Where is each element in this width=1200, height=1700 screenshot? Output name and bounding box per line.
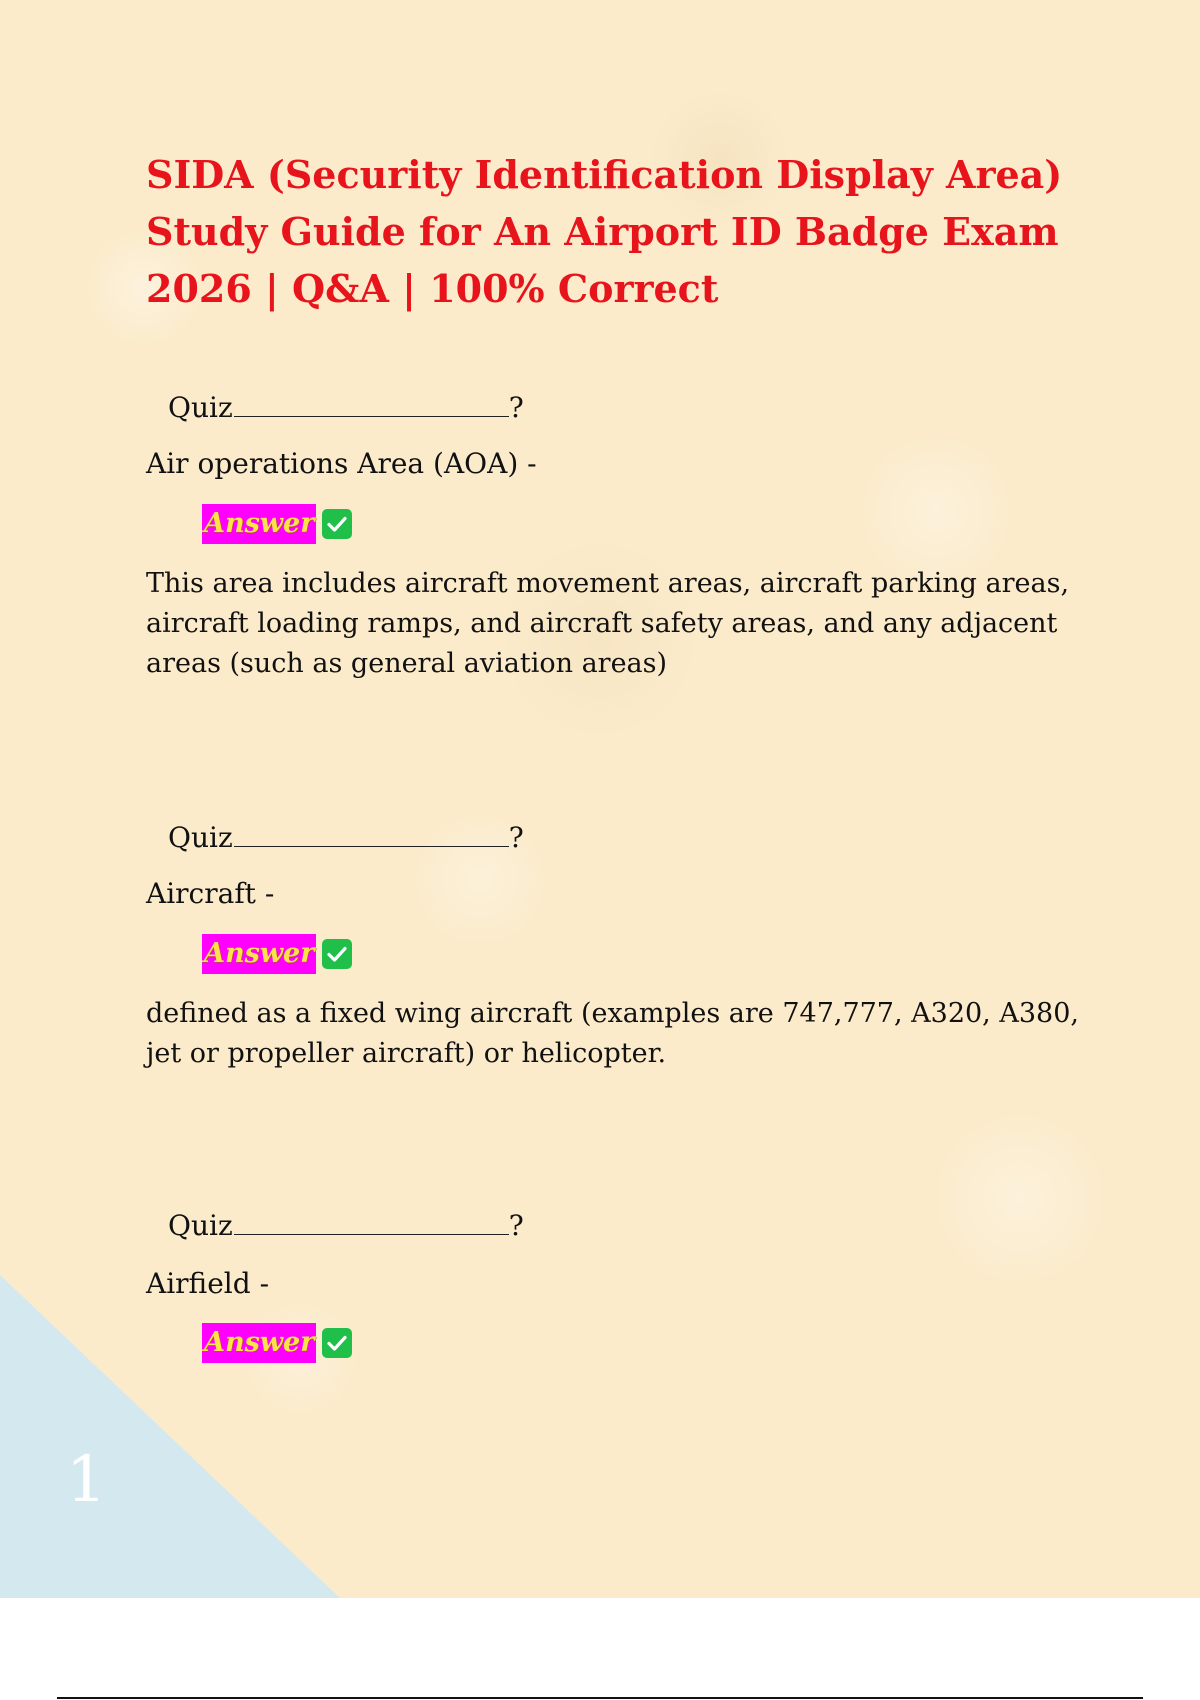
term: Air operations Area (AOA) - [146,447,537,480]
term: Airfield - [146,1267,270,1300]
quiz-label: Quiz [168,821,233,854]
answer-marker [202,1323,352,1363]
definition: This area includes aircraft movement areas, aircraft parking areas, aircraft loading ramps, and aircraft safety areas, and any adjacent areas (such as general aviation areas) [146,568,1070,679]
answer-badge: Answer [202,934,316,974]
quiz-blank [234,1210,509,1235]
check-mark-icon [322,509,352,539]
quiz-label: Quiz [168,391,233,424]
footer-rule [57,1697,1143,1699]
answer-marker [202,504,352,544]
quiz-label: Quiz [168,1209,233,1242]
term: Aircraft - [146,877,275,910]
answer-badge: Answer [202,1323,316,1363]
quiz-blank [234,822,509,847]
page-number: 1 [66,1443,107,1517]
answer-marker [202,934,352,974]
quiz-question-mark: ? [508,391,524,424]
quiz-prompt [168,821,524,855]
definition: defined as a fixed wing aircraft (examples are 747,777, A320, A380, jet or propeller aircraft) or helicopter. [146,998,1079,1069]
quiz-question-mark: ? [508,1209,524,1242]
quiz-prompt [168,1209,524,1243]
quiz-prompt [168,391,524,425]
check-mark-icon [322,1328,352,1358]
quiz-blank [234,392,509,417]
answer-badge: Answer [202,504,316,544]
document-title: SIDA (Security Identification Display Area) Study Guide for An Airport ID Badge Exam 2026 | Q&A | 100% Correct [146,152,1063,311]
check-mark-icon [322,939,352,969]
quiz-question-mark: ? [508,821,524,854]
